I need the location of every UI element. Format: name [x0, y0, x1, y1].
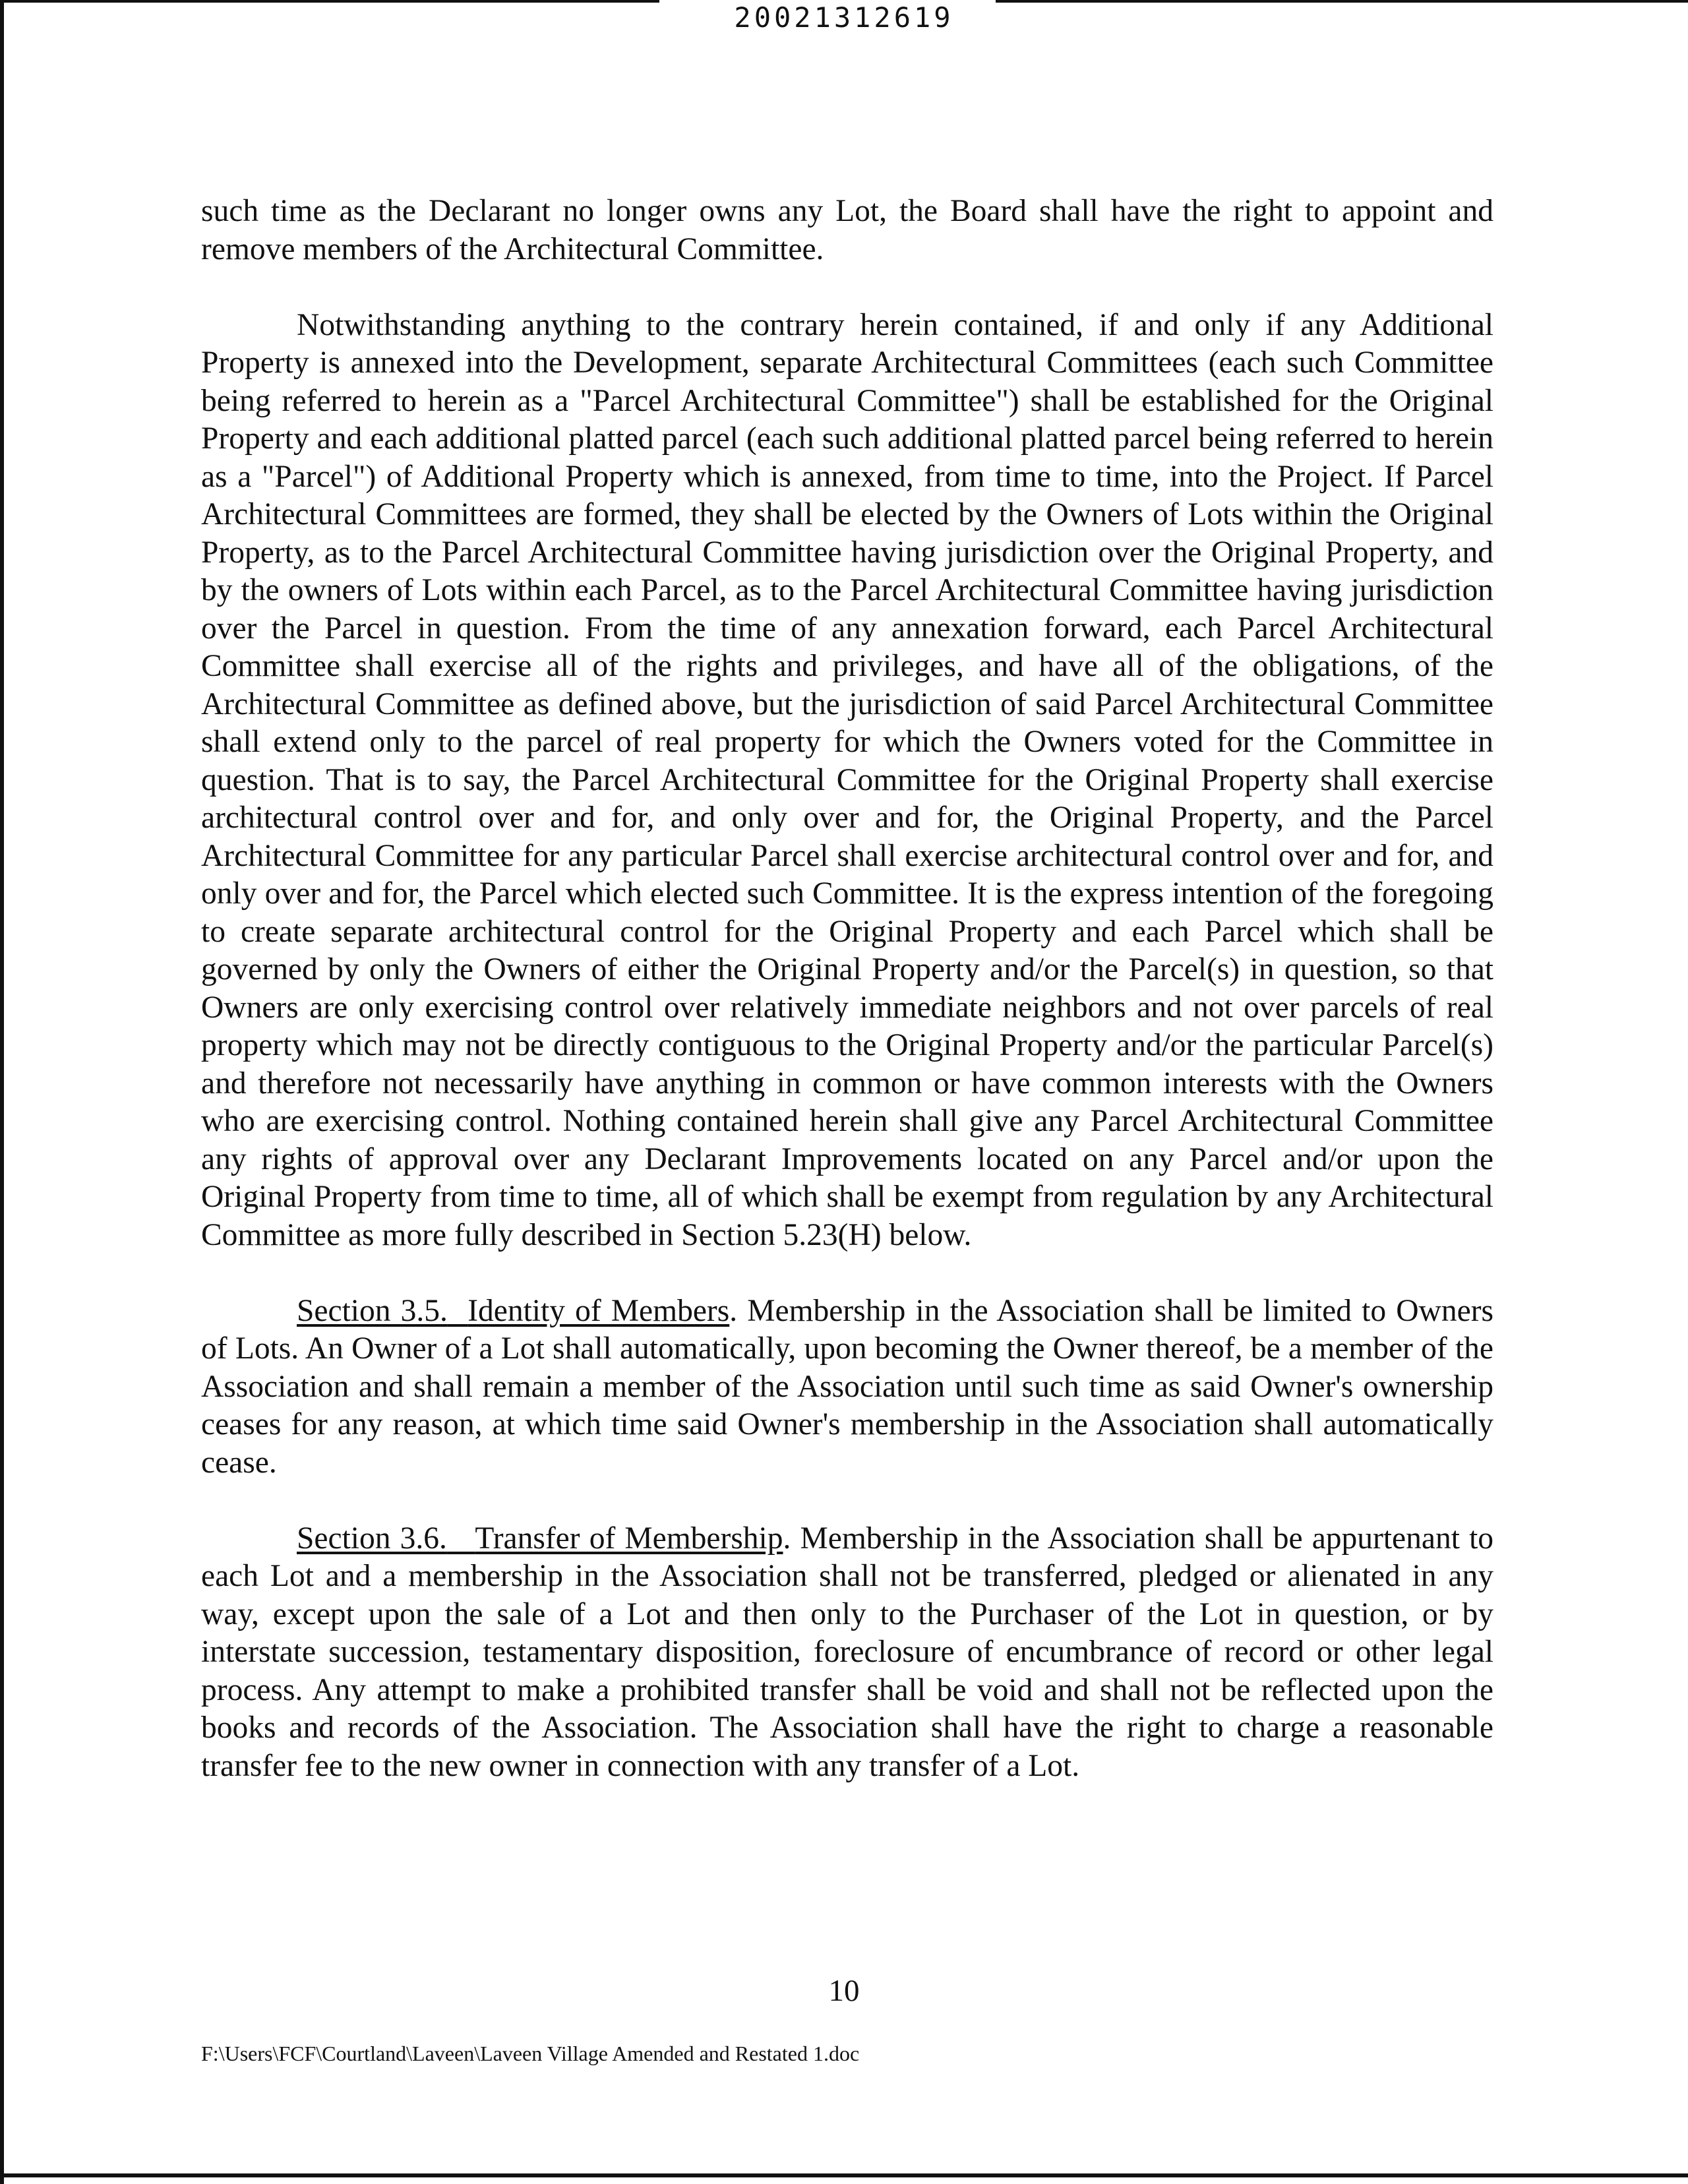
section-3-5-paragraph — [201, 1292, 1493, 1482]
page-number: 10 — [828, 1974, 860, 2008]
section-3-6-paragraph — [201, 1520, 1493, 1786]
section-3-6-number: Section 3.6. — [297, 1521, 447, 1556]
scan-border-left — [0, 0, 4, 2184]
paragraph-continuation: such time as the Declarant no longer owns any Lot, the Board shall have the right to appoint and remove members of the Architectural Committee. — [201, 194, 1493, 266]
paragraph-parcel-architectural-committees: Notwithstanding anything to the contrary herein contained, if and only if any Additional Property is annexed into the Development, separate Architectural Committees (each such Committee being referred to herein as a "Parcel Architectural Committee") shall be established for the Original Property and each additional platted parcel (each such additional platted parcel being referred to herein as a "Parcel") of Additional Property which is annexed, from time to time, into the Project. If Parcel Architectural Committees are formed, they shall be elected by the Owners of Lots within the Original Property, as to the Parcel Architectural Committee having jurisdiction over the Original Property, and by the owners of Lots within each Parcel, as to the Parcel Architectural Committee having jurisdiction over the Parcel in question. From the time of any annexation forward, each Parcel Architectural Committee shall exercise all of the rights and privileges, and have all of the obligations, of the Architectural Committee as defined above, but the jurisdiction of said Parcel Architectural Committee shall extend only to the parcel of real property for which the Owners voted for the Committee in question. That is to say, the Parcel Architectural Committee for the Original Property shall exercise architectural control over and for, and only over and for, the Original Property, and the Parcel Architectural Committee for any particular Parcel shall exercise architectural control over and for, and only over and for, the Parcel which elected such Committee. It is the express intention of the foregoing to create separate architectural control for the Original Property and each Parcel which shall be governed by only the Owners of either the Original Property and/or the Parcel(s) in question, so that Owners are only exercising control over relatively immediate neighbors and not over parcels of real property which may not be directly contiguous to the Original Property and/or the particular Parcel(s) and therefore not necessarily have anything in common or have common interests with the Owners who are exercising control. Nothing contained herein shall give any Parcel Architectural Committee any rights of approval over any Declarant Improvements located on any Parcel and/or upon the Original Property from time to time, all of which shall be exempt from regulation by any Architectural Committee as more fully described in Section 5.23(H) below. — [201, 307, 1493, 1252]
section-3-6-heading — [297, 1521, 783, 1556]
section-3-5-heading — [297, 1294, 729, 1328]
section-3-6-title: Transfer of Membership — [475, 1521, 783, 1556]
section-3-5-title: Identity of Members — [467, 1293, 730, 1328]
section-3-5-number: Section 3.5. — [297, 1293, 448, 1328]
footer-file-path: F:\Users\FCF\Courtland\Laveen\Laveen Village Amended and Restated 1.doc — [201, 2042, 860, 2065]
section-3-5-text: . Membership in the Association shall be limited to Owners of Lots. An Owner of a Lot shall automatically, upon becoming the Owner thereof, be a member of the Association and shall remain a member of the Association until such time as said Owner's ownership ceases for any reason, at which time said Owner's membership in the Association shall automatically cease. — [201, 1293, 1493, 1480]
section-3-6-text: . Membership in the Association shall be appurtenant to each Lot and a membership in the Association shall not be transferred, pledged or alienated in any way, except upon the sale of a Lot and then only to the Purchaser of the Lot in question, or by interstate succession, testamentary disposition, foreclosure of encumbrance of record or other legal process. Any attempt to make a prohibited transfer shall be void and shall not be reflected upon the books and records of the Association. The Association shall have the right to charge a reasonable transfer fee to the new owner in connection with any transfer of a Lot. — [201, 1521, 1494, 1783]
document-body — [201, 193, 1493, 1785]
scan-border-bottom — [0, 2173, 1688, 2177]
document-number: 20021312619 — [734, 1, 954, 34]
